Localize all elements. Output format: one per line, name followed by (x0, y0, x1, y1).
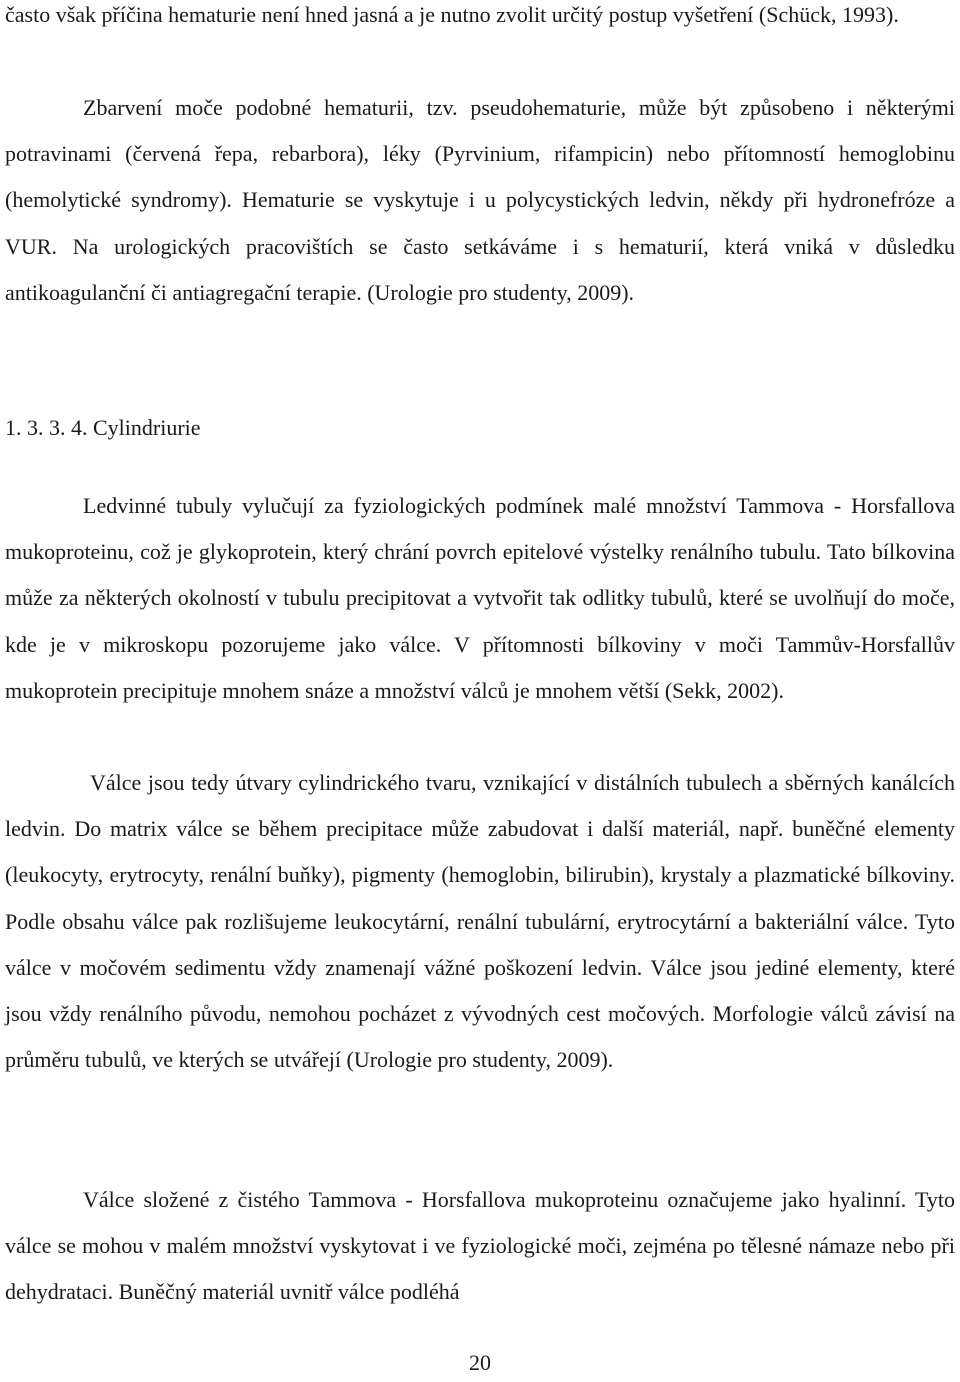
paragraph-pseudohematurie: Zbarvení moče podobné hematurii, tzv. pseudohematurie, může být způsobeno i některými potravinami (červená řepa, rebarbora), léky (Pyrvinium, rifampicin) nebo přítomností hemoglobinu (hemolytické syndromy). Hematurie se vyskytuje i u polycystických ledvin, někdy při hydronefróze a VUR. Na urologických pracovištích se často setkáváme i s hematurií, která vniká v důsledku antikoagulanční či antiagregační terapie. (Urologie pro studenty, 2009). (5, 95, 955, 305)
section-heading: 1. 3. 3. 4. Cylindriurie (5, 415, 201, 440)
page-number: 20 (469, 1350, 491, 1375)
paragraph-hyalinni: Válce složené z čistého Tammova - Horsfallova mukoproteinu označujeme jako hyalinní. Tyto válce se mohou v malém množství vyskytovat i ve fyziologické moči, zejména po tělesné námaze nebo při dehydrataci. Buněčný materiál uvnitř válce podléhá (5, 1187, 955, 1305)
paragraph-hematurie-cause: často však příčina hematurie není hned jasná a je nutno zvolit určitý postup vyšetření (Schück, 1993). (5, 2, 899, 27)
paragraph-tubuly: Ledvinné tubuly vylučují za fyziologických podmínek malé množství Tammova - Horsfallova mukoproteinu, což je glykoprotein, který chrání povrch epitelové výstelky renálního tubulu. Tato bílkovina může za některých okolností v tubulu precipitovat a vytvořit tak odlitky tubulů, které se uvolňují do moče, kde je v mikroskopu pozorujeme jako válce. V přítomnosti bílkoviny v moči Tammův-Horsfallův mukoprotein precipituje mnohem snáze a množství válců je mnohem větší (Sekk, 2002). (5, 493, 955, 703)
paragraph-valce: Válce jsou tedy útvary cylindrického tvaru, vznikající v distálních tubulech a sběrných kanálcích ledvin. Do matrix válce se během precipitace může zabudovat i další materiál, např. buněčné elementy (leukocyty, erytrocyty, renální buňky), pigmenty (hemoglobin, bilirubin), krystaly a plazmatické bílkoviny. Podle obsahu válce pak rozlišujeme leukocytární, renální tubulární, erytrocytární a bakteriální válce. Tyto válce v močovém sedimentu vždy znamenají vážné poškození ledvin. Válce jsou jediné elementy, které jsou vždy renálního původu, nemohou pocházet z vývodných cest močových. Morfologie válců závisí na průměru tubulů, ve kterých se utvářejí (Urologie pro studenty, 2009). (5, 770, 955, 1073)
